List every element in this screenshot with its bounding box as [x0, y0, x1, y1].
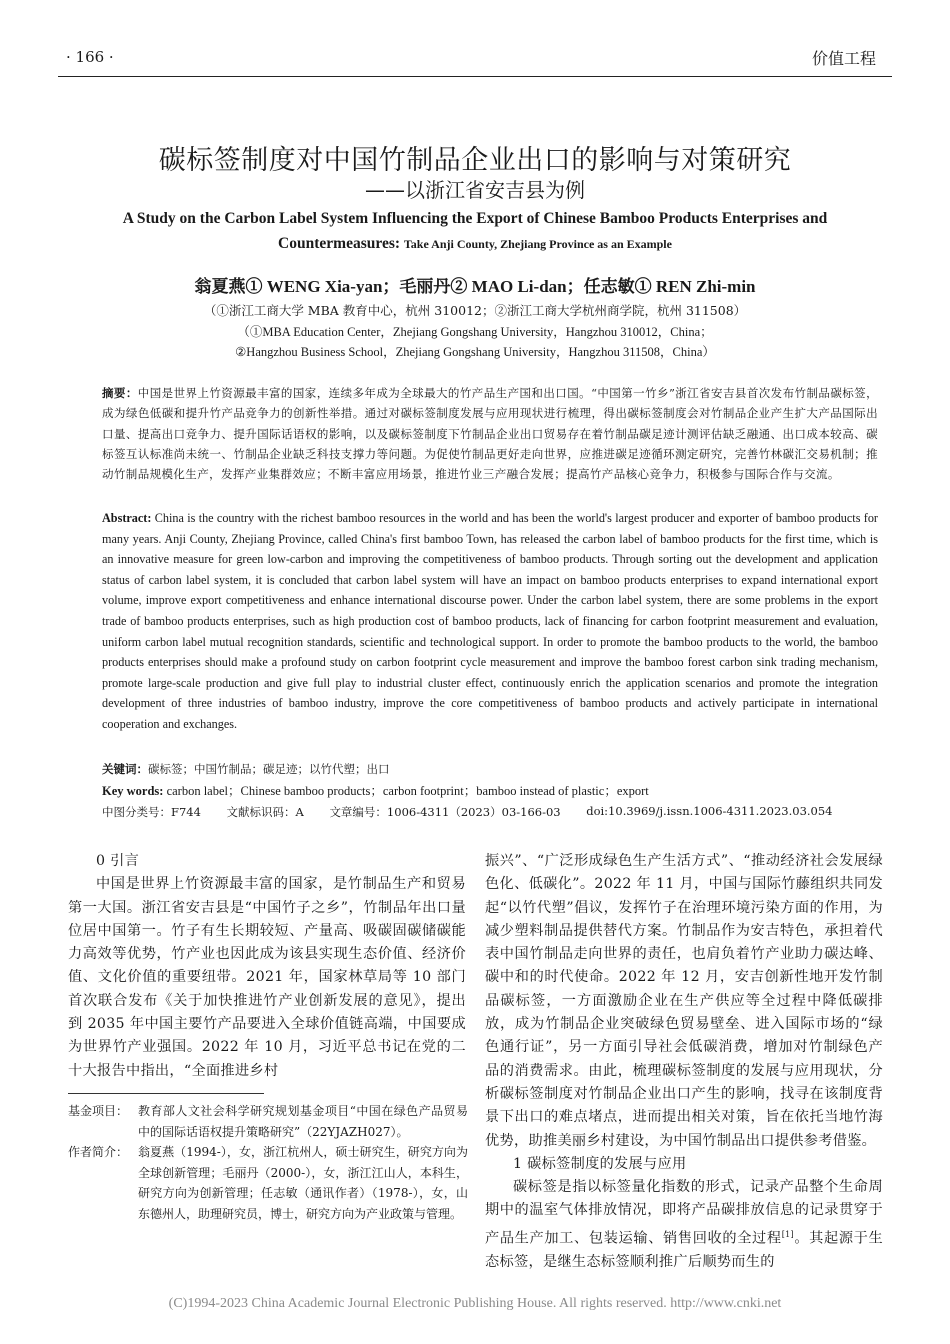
abstract-english-text: China is the country with the richest bamboo resources in the world and has been the world's largest producer and exporter of bamboo products for many years. Anji County, Zhejiang Province, called China's first bamboo Town, has released the carbon label of bamboo products for the first time, which is an innovative measure for green low-carbon and improving the competitiveness of bamboo products. Through sorting out the development and application status of carbon label system, it is concluded that carbon label system will have an impact on bamboo products enterprises to expand international export volume, improve export competitiveness and enhance international discourse power. Under the carbon label system, there are some problems in the export trade of bamboo products enterprises, such as high production cost of bamboo products, lack of financing for carbon footprint measurement and evaluation, uniform carbon label mutual recognition standards, scientific and technological support. In order to promote the bamboo products to the world, the bamboo products enterprises should make a profound study on carbon footprint cycle measurement and improve the bamboo forest carbon sink trading mechanism, promote large-scale production and give full play to industrial cluster effect, continuously enrich the application scenarios and promote the integration development of three industries of bamboo industry, improve the core competitiveness of bamboo products and actively participate in international cooperation and exchanges.	[102, 511, 878, 731]
intro-paragraph-continued: 振兴”、“广泛形成绿色生产生活方式”、“推动经济社会发展绿色化、低碳化”。2022 年 11 月，中国与国际竹藤组织共同发起“以竹代塑”倡议，发挥竹子在治理环境污染方面的作用，为减少塑料制品提供替代方案。竹制品作为安吉特色，承担着代表中国竹制品走向世界的责任，也肩负着竹产业助力碳达峰、碳中和的时代使命。2022 年 12 月，安吉创新性地开发竹制品碳标签，一方面激励企业在生产供应等全过程中降低碳排放，成为竹制品企业突破绿色贸易壁垒、进入国际市场的“绿色通行证”，另一方面引导社会低碳消费，增加对竹制绿色产品的消费需求。由此，梳理碳标签制度的发展与应用现状，分析碳标签制度对竹制品企业出口产生的影响，找寻在该制度背景下出口的难点堵点，进而提出相关对策，旨在依托当地竹海优势，助推美丽乡村建设，为中国竹制品出口提供参考借鉴。	[485, 853, 883, 1149]
keywords-chinese-text: 碳标签；中国竹制品；碳足迹；以竹代塑；出口	[148, 762, 390, 776]
title-chinese: 碳标签制度对中国竹制品企业出口的影响与对策研究	[158, 145, 792, 176]
section-heading-1: 1 碳标签制度的发展与应用	[513, 1155, 687, 1172]
keywords-english	[102, 781, 649, 799]
abstract-english-label: Abstract:	[102, 511, 152, 525]
section1-text-b: 。其起源于生态标签，是继生态标签顺利推广后顺势而生的	[485, 1230, 883, 1270]
abstract-chinese-label: 摘要：	[102, 386, 138, 400]
section1-text-a: 碳标签是指以标签量化指数的形式，记录产品整个生命周期中的温室气体排放情况，即将产品碳排放信息的记录贯穿于产品生产加工、包装运输、销售回收的全过程	[485, 1179, 883, 1247]
affiliation-english-1: （①MBA Education Center，Zhejiang Gongshang University，Hangzhou 310012，China；	[237, 325, 713, 339]
copyright-footer: (C)1994-2023 China Academic Journal Electronic Publishing House. All rights reserved. http://www.cnki.net	[168, 1296, 782, 1311]
footnotes	[68, 1101, 468, 1224]
fund-label: 基金项目：	[68, 1104, 129, 1118]
keywords-english-label: Key words:	[102, 784, 164, 798]
abstract-chinese	[102, 383, 878, 484]
title-english-sub: Take Anji County, Zhejiang Province as an Example	[403, 237, 672, 251]
affiliation-english-2: ②Hangzhou Business School，Zhejiang Gongshang University，Hangzhou 311508，China）	[235, 345, 715, 359]
classification-line	[102, 804, 833, 820]
abstract-english	[102, 508, 878, 735]
author-note	[68, 1142, 468, 1224]
fund-text: 教育部人文社会科学研究规划基金项目“中国在绿色产品贸易中的国际话语权提升策略研究”（22YJAZH027）。	[138, 1104, 468, 1139]
header-divider	[58, 76, 892, 77]
body-left-column	[68, 850, 466, 1083]
page-number: · 166 ·	[66, 48, 114, 66]
article-number: 文章编号：1006-4311（2023）03-166-03	[329, 805, 561, 819]
section1-paragraph	[485, 1176, 883, 1274]
section-heading-intro: 0 引言	[96, 853, 140, 869]
authors-line: 翁夏燕① WENG Xia-yan；毛丽丹② MAO Li-dan；任志敏① REN Zhi-min	[194, 277, 756, 296]
doi: doi:10.3969/j.issn.1006-4311.2023.03.054	[586, 804, 833, 818]
abstract-chinese-text: 中国是世界上竹资源最丰富的国家，连续多年成为全球最大的竹产品生产国和出口国。“中国第一竹乡”浙江省安吉县首次发布竹制品碳标签，成为绿色低碳和提升竹产品竞争力的创新性举措。通过对碳标签制度发展与应用现状进行梳理，得出碳标签制度会对竹制品企业产生扩大产品国际出口量、提高出口竞争力、提升国际话语权的影响，以及碳标签制度下竹制品企业出口贸易存在着竹制品碳足迹计测评估缺乏融通、出口成本较高、碳标签互认标准尚未统一、竹制品企业缺乏科技支撑力等问题。为促使竹制品更好走向世界，应推进碳足迹循环测定研究，完善竹林碳汇交易机制；推动竹制品规模化生产，发挥产业集群效应；不断丰富应用场景，推进竹业三产融合发展；提高竹产品核心竞争力，积极参与国际合作与交流。	[102, 386, 879, 482]
footnote-divider	[68, 1093, 264, 1094]
keywords-english-text: carbon label；Chinese bamboo products；carbon footprint；bamboo instead of plastic；export	[166, 784, 649, 798]
journal-name: 价值工程	[811, 49, 876, 68]
keywords-chinese-label: 关键词：	[102, 762, 148, 776]
title-english	[70, 206, 880, 257]
subtitle-chinese: ——以浙江省安吉县为例	[365, 178, 585, 202]
body-right-column	[485, 850, 883, 1274]
author-bio-text: 翁夏燕（1994-），女，浙江杭州人，硕士研究生，研究方向为全球创新管理；毛丽丹（2000-），女，浙江江山人，本科生，研究方向为创新管理；任志敏（通讯作者）（1978-），女，山东德州人，助理研究员，博士，研究方向为产业政策与管理。	[138, 1145, 468, 1221]
author-bio-label: 作者简介：	[68, 1145, 129, 1159]
title-english-main: A Study on the Carbon Label System Influencing the Export of Chinese Bamboo Products Enterprises and Countermeasures:	[122, 210, 828, 252]
intro-paragraph: 中国是世界上竹资源最丰富的国家，是竹制品生产和贸易第一大国。浙江省安吉县是“中国竹子之乡”，竹制品年出口量位居中国第一。竹子有生长期较短、产量高、吸碳固碳储碳能力高效等优势，竹产业也因此成为该县实现生态价值、经济价值、文化价值的重要纽带。2021 年，国家林草局等 10 部门首次联合发布《关于加快推进竹产业创新发展的意见》，提出到 2035 年中国主要竹产品要进入全球价值链高端，中国要成为世界竹产业强国。2022 年 10 月，习近平总书记在党的二十大报告中指出，“全面推进乡村	[68, 876, 466, 1079]
citation-ref[interactable]: [1]	[781, 1229, 794, 1239]
clc-number: 中图分类号：F744	[102, 805, 201, 819]
keywords-chinese	[102, 761, 390, 777]
fund-note	[68, 1101, 468, 1142]
affiliation-chinese: （①浙江工商大学 MBA 教育中心，杭州 310012；②浙江工商大学杭州商学院，杭州 311508）	[203, 303, 747, 318]
document-code: 文献标识码：A	[226, 805, 304, 819]
